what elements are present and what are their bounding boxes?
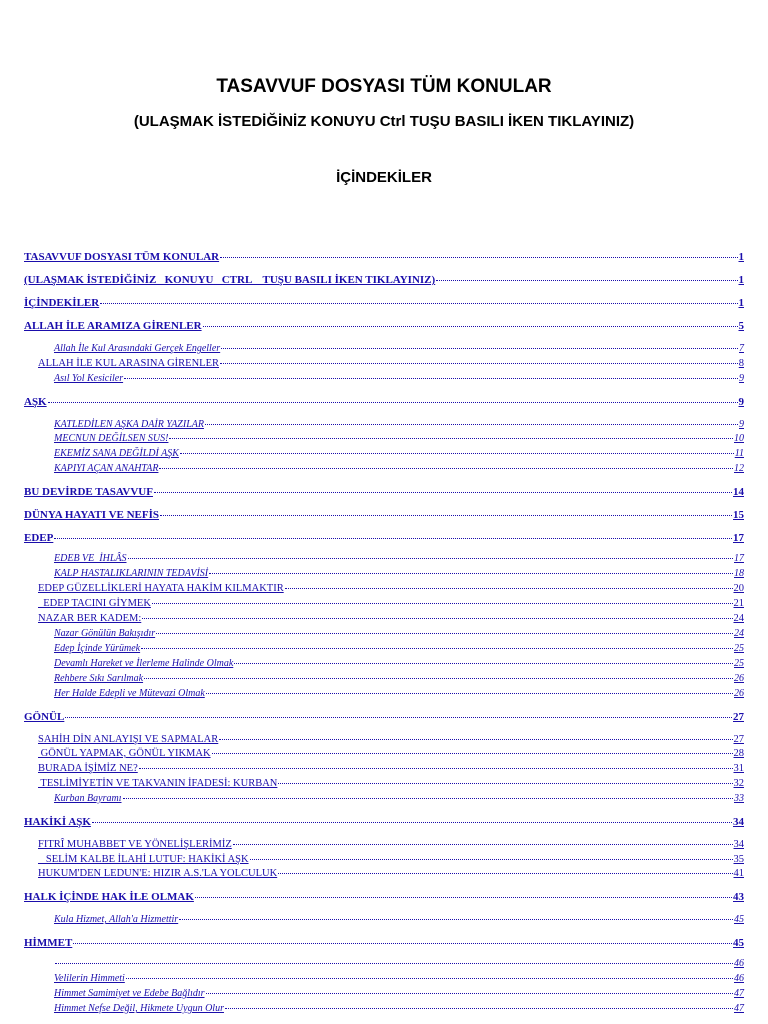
toc-entry[interactable] xyxy=(54,914,744,925)
toc-entry-page: 35 xyxy=(733,854,744,865)
toc-entry-page: 9 xyxy=(738,396,744,408)
toc-entry[interactable] xyxy=(38,763,744,774)
toc-entry-page: 24 xyxy=(734,628,744,639)
toc-entry[interactable] xyxy=(54,658,744,669)
toc-leader-dots xyxy=(144,678,733,679)
toc-entry[interactable] xyxy=(38,778,744,789)
toc-leader-dots xyxy=(54,538,732,539)
toc-leader-dots xyxy=(209,573,733,574)
toc-leader-dots xyxy=(195,897,732,898)
toc-entry-page: 1 xyxy=(738,251,744,263)
toc-entry-page: 1 xyxy=(738,297,744,309)
toc-entry[interactable] xyxy=(38,583,744,594)
toc-entry-label: EDEB VE İHLÂS xyxy=(54,553,127,564)
document-title: TASAVVUF DOSYASI TÜM KONULAR xyxy=(216,76,552,97)
toc-entry[interactable] xyxy=(54,988,744,999)
toc-leader-dots xyxy=(285,588,733,589)
toc-entry[interactable] xyxy=(38,613,744,624)
toc-entry-label: Velilerin Himmeti xyxy=(54,973,125,984)
toc-entry-label: KATLEDİLEN AŞKA DAİR YAZILAR xyxy=(54,419,204,430)
toc-entry[interactable] xyxy=(54,973,744,984)
toc-leader-dots xyxy=(92,822,732,823)
toc-entry-page: 18 xyxy=(734,568,744,579)
toc-entry-page: 25 xyxy=(734,658,744,669)
toc-leader-dots xyxy=(154,492,732,493)
toc-entry-label: ALLAH İLE ARAMIZA GİRENLER xyxy=(24,320,202,332)
toc-entry-label: FITRÎ MUHABBET VE YÖNELİŞLERİMİZ xyxy=(38,839,232,850)
toc-leader-dots xyxy=(73,943,732,944)
toc-leader-dots xyxy=(139,768,733,769)
toc-leader-dots xyxy=(203,326,738,327)
toc-entry[interactable] xyxy=(54,688,744,699)
toc-leader-dots xyxy=(55,963,733,964)
toc-entry[interactable] xyxy=(54,463,744,474)
toc-entry[interactable] xyxy=(24,891,744,903)
toc-entry-label: Himmet Samimiyet ve Edebe Bağlıdır xyxy=(54,988,205,999)
toc-entry[interactable] xyxy=(54,673,744,684)
toc-entry-page: 11 xyxy=(734,448,744,459)
toc-entry-page: 45 xyxy=(734,914,744,925)
toc-entry-page: 1 xyxy=(738,274,744,286)
toc-entry-label: BU DEVİRDE TASAVVUF xyxy=(24,486,153,498)
toc-entry[interactable] xyxy=(54,1003,744,1014)
toc-leader-dots xyxy=(142,618,732,619)
toc-entry-label: Asıl Yol Kesiciler xyxy=(54,373,124,384)
toc-entry-label: SELİM KALBE İLAHİ LUTUF: HAKİKİ AŞK xyxy=(38,854,249,865)
toc-entry-page: 9 xyxy=(739,419,744,430)
toc-entry-page: 34 xyxy=(733,816,744,828)
toc-entry-label: HALK İÇİNDE HAK İLE OLMAK xyxy=(24,891,194,903)
toc-entry[interactable] xyxy=(38,734,744,745)
toc-leader-dots xyxy=(124,378,738,379)
toc-entry-label: Edep İçinde Yürümek xyxy=(54,643,141,654)
toc-entry-label: GÖNÜL YAPMAK, GÖNÜL YIKMAK xyxy=(38,748,211,759)
toc-entry-label: MECNUN DEĞİLSEN SUS! xyxy=(54,433,169,444)
toc-entry-label: Kula Hizmet, Allah'a Hizmettir xyxy=(54,914,179,925)
toc-leader-dots xyxy=(278,783,732,784)
toc-leader-dots xyxy=(233,844,733,845)
toc-leader-dots xyxy=(65,717,732,718)
toc-entry-label: Himmet Nefse Değil, Hikmete Uygun Olur xyxy=(54,1003,224,1014)
toc-entry-label: NAZAR BER KADEM: xyxy=(38,613,142,624)
toc-entry[interactable] xyxy=(38,854,744,865)
toc-entry-label: HİMMET xyxy=(24,937,73,949)
toc-entry-label: TESLİMİYETİN VE TAKVANIN İFADESİ: KURBAN xyxy=(38,778,278,789)
toc-entry-label: (ULAŞMAK İSTEDİĞİNİZ KONUYU CTRL TUŞU BASILI İKEN TIKLAYINIZ) xyxy=(24,274,436,286)
toc-leader-dots xyxy=(212,753,733,754)
toc-entry[interactable] xyxy=(24,711,744,723)
toc-entry-label: Rehbere Sıkı Sarılmak xyxy=(54,673,144,684)
toc-entry-page: 7 xyxy=(739,343,744,354)
toc-entry-label: KALP HASTALIKLARININ TEDAVİSİ xyxy=(54,568,209,579)
toc-entry-label: EDEP GÜZELLİKLERİ HAYATA HAKİM KILMAKTIR xyxy=(38,583,284,594)
toc-leader-dots xyxy=(205,424,738,425)
toc-leader-dots xyxy=(206,993,733,994)
toc-entry-page: 31 xyxy=(733,763,744,774)
toc-leader-dots xyxy=(436,280,737,281)
toc-entry[interactable] xyxy=(24,396,744,408)
toc-entry[interactable] xyxy=(38,358,744,369)
toc-leader-dots xyxy=(219,739,732,740)
toc-entry[interactable] xyxy=(54,343,744,354)
toc-entry-page: 27 xyxy=(733,711,744,723)
toc-entry-label: EDEP TACINI GİYMEK xyxy=(38,598,151,609)
toc-entry-page: 25 xyxy=(734,643,744,654)
toc-entry-page: 17 xyxy=(734,553,744,564)
toc-leader-dots xyxy=(169,438,733,439)
toc-leader-dots xyxy=(221,348,738,349)
toc-entry-page: 12 xyxy=(734,463,744,474)
toc-leader-dots xyxy=(220,363,738,364)
toc-entry-label: Her Halde Edepli ve Mütevazi Olmak xyxy=(54,688,205,699)
contents-heading: İÇİNDEKİLER xyxy=(336,169,432,186)
toc-entry-label: KAPIYI AÇAN ANAHTAR xyxy=(54,463,159,474)
toc-entry[interactable] xyxy=(54,373,744,384)
toc-leader-dots xyxy=(126,978,733,979)
toc-entry[interactable] xyxy=(54,643,744,654)
toc-leader-dots xyxy=(179,919,733,920)
toc-entry-page: 20 xyxy=(733,583,744,594)
toc-entry[interactable] xyxy=(24,532,744,544)
toc-entry-label: İÇİNDEKİLER xyxy=(24,297,100,309)
toc-entry[interactable] xyxy=(38,868,744,879)
toc-leader-dots xyxy=(225,1008,733,1009)
toc-entry-label: AŞK xyxy=(24,396,47,408)
toc-entry-page: 5 xyxy=(738,320,744,332)
toc-entry-label: EDEP xyxy=(24,532,54,544)
toc-entry[interactable] xyxy=(38,748,744,759)
toc-entry-label: DÜNYA HAYATI VE NEFİS xyxy=(24,509,160,521)
toc-leader-dots xyxy=(48,402,738,403)
toc-entry-page: 28 xyxy=(733,748,744,759)
toc-entry-label: SAHİH DİN ANLAYIŞI VE SAPMALAR xyxy=(38,734,219,745)
toc-entry-page: 46 xyxy=(734,973,744,984)
toc-leader-dots xyxy=(180,453,734,454)
toc-entry[interactable] xyxy=(54,568,744,579)
toc-entry-page: 47 xyxy=(734,1003,744,1014)
toc-entry-label: HAKİKİ AŞK xyxy=(24,816,91,828)
toc-entry[interactable] xyxy=(54,448,744,459)
toc-entry-page: 34 xyxy=(733,839,744,850)
toc-entry-label: BURADA İŞİMİZ NE? xyxy=(38,763,138,774)
toc-entry-page: 46 xyxy=(734,958,744,969)
toc-entry[interactable] xyxy=(38,839,744,850)
toc-entry[interactable] xyxy=(54,628,744,639)
toc-entry[interactable] xyxy=(24,509,744,521)
toc-entry-label: Devamlı Hareket ve İlerleme Halinde Olmak xyxy=(54,658,234,669)
document-subtitle: (ULAŞMAK İSTEDİĞİNİZ KONUYU Ctrl TUŞU BASILI İKEN TIKLAYINIZ) xyxy=(133,113,635,130)
toc-entry-page: 15 xyxy=(733,509,744,521)
toc-entry-page: 32 xyxy=(733,778,744,789)
toc-entry-page: 33 xyxy=(734,793,744,804)
toc-entry[interactable] xyxy=(24,320,744,332)
toc-entry[interactable] xyxy=(24,251,744,263)
toc-leader-dots xyxy=(152,603,733,604)
toc-leader-dots xyxy=(128,558,734,559)
toc-leader-dots xyxy=(250,859,733,860)
toc-leader-dots xyxy=(160,515,732,516)
toc-entry-label: ALLAH İLE KUL ARASINA GİRENLER xyxy=(38,358,220,369)
toc-entry-page: 26 xyxy=(734,688,744,699)
toc-entry[interactable] xyxy=(24,297,744,309)
toc-leader-dots xyxy=(141,648,733,649)
toc-entry-page: 45 xyxy=(733,937,744,949)
toc-entry-label: Nazar Gönülün Bakışıdır xyxy=(54,628,156,639)
toc-entry[interactable] xyxy=(24,274,744,286)
toc-entry-page: 8 xyxy=(738,358,744,369)
toc-leader-dots xyxy=(123,798,734,799)
toc-entry-label: GÖNÜL xyxy=(24,711,65,723)
toc-entry[interactable] xyxy=(54,553,744,564)
toc-leader-dots xyxy=(100,303,737,304)
toc-entry-page: 27 xyxy=(733,734,744,745)
toc-entry[interactable] xyxy=(54,419,744,430)
toc-leader-dots xyxy=(206,693,733,694)
toc-entry[interactable] xyxy=(24,937,744,949)
toc-leader-dots xyxy=(159,468,733,469)
toc-entry-page: 41 xyxy=(733,868,744,879)
toc-leader-dots xyxy=(278,873,732,874)
toc-leader-dots xyxy=(156,633,733,634)
toc-entry[interactable] xyxy=(38,598,744,609)
toc-entry-label: HUKUM'DEN LEDUN'E: HIZIR A.S.'LA YOLCULUK xyxy=(38,868,278,879)
toc-entry-page: 26 xyxy=(734,673,744,684)
toc-entry-page: 24 xyxy=(733,613,744,624)
toc-entry-page: 10 xyxy=(734,433,744,444)
toc-entry[interactable] xyxy=(54,793,744,804)
toc-entry-label: EKEMİZ SANA DEĞİLDİ AŞK xyxy=(54,448,179,459)
toc-entry-label: TASAVVUF DOSYASI TÜM KONULAR xyxy=(24,251,220,263)
toc-entry-label: Kurban Bayramı xyxy=(54,793,122,804)
toc-entry[interactable] xyxy=(24,816,744,828)
toc-entry-page: 21 xyxy=(733,598,744,609)
toc-entry[interactable] xyxy=(54,958,744,969)
toc-entry[interactable] xyxy=(24,486,744,498)
toc-entry-label: Allah İle Kul Arasındaki Gerçek Engeller xyxy=(54,343,221,354)
toc-entry-page: 17 xyxy=(733,532,744,544)
toc-entry-page: 47 xyxy=(734,988,744,999)
toc-leader-dots xyxy=(234,663,733,664)
toc-entry-page: 43 xyxy=(733,891,744,903)
toc-entry-page: 14 xyxy=(733,486,744,498)
toc-entry-page: 9 xyxy=(739,373,744,384)
toc-leader-dots xyxy=(220,257,737,258)
toc-entry[interactable] xyxy=(54,433,744,444)
